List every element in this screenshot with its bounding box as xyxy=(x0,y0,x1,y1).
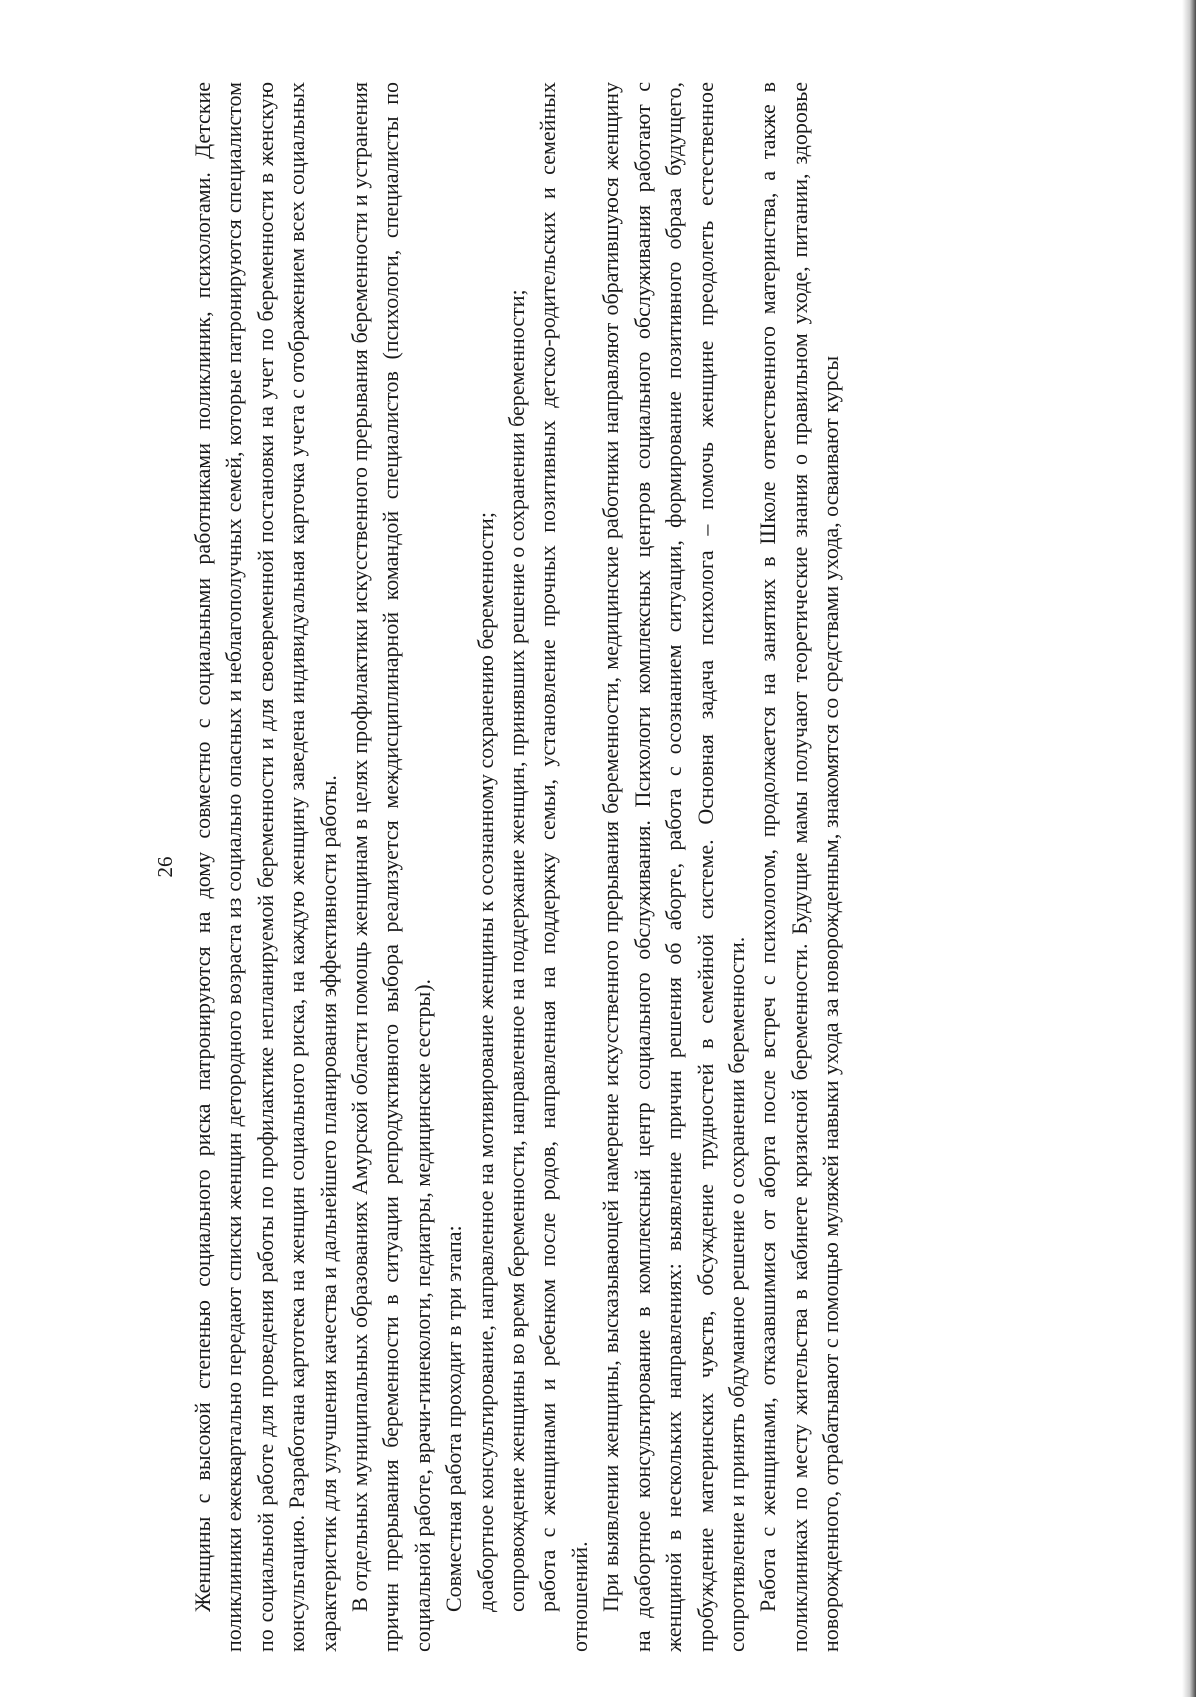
paragraph: Женщины с высокой степенью социального риска патронируются на дому совместно с социальными работниками поликлиник, психологами. Детские поликлиники ежеквартально передают списки женщин детородного возраста из социально опасных и неблагополучных семей, которые патронируются специалистом по социальной работе для проведения работы по профилактике непланируемой беременности и для своевременной постановки на учет по беременности в женскую консультацию. Разработана картотека на женщин социального риска, на каждую женщину заведена индивидуальная карточка учета с отображением всех социальных характеристик для улучшения качества и дальнейшего планирования эффективности работы. xyxy=(190,82,341,1652)
paragraph: При выявлении женщины, высказывающей намерение искусственного прерывания беременности, медицинские работники направляют обратившуюся женщину на доабортное консультирование в комплексный центр социального обслуживания. Психологи комплексных центров социального обслуживания работают с женщиной в нескольких направлениях: выявление причин решения об аборте, работа с осознанием ситуации, формирование позитивного образа будущего, пробуждение материнских чувств, обсуждение трудностей в семейной системе. Основная задача психолога – помочь женщине преодолеть естественное сопротивление и принять обдуманное решение о сохранении беременности. xyxy=(598,82,749,1652)
body-text xyxy=(187,82,847,1652)
paragraph: В отдельных муниципальных образованиях Амурской области помощь женщинам в целях профилактики искусственного прерывания беременности и устранения причин прерывания беременности в ситуации репродуктивного выбора реализуется междисциплинарной командой специалистов (психологи, специалисты по социальной работе, врачи-гинекологи, педиатры, медицинские сестры). xyxy=(347,82,435,1652)
list-item: работа с женщинами и ребенком после родов, направленная на поддержку семьи, установление прочных позитивных детско-родительских и семейных отношений. xyxy=(535,82,592,1652)
list-item: доабортное консультирование, направленное на мотивирование женщины к осознанному сохранению беременности; xyxy=(472,512,498,1612)
rotated-page-content xyxy=(149,82,1200,1652)
page-number: 26 xyxy=(153,856,177,878)
list-item: сопровождение женщины во время беременности, направленное на поддержание женщин, принявших решение о сохранении беременности; xyxy=(504,289,530,1612)
paragraph: Совместная работа проходит в три этапа: xyxy=(441,1225,467,1612)
paragraph: Работа с женщинами, отказавшимися от аборта после встреч с психологом, продолжается на занятиях в Школе ответственного материнства, а также в поликлиниках по месту жительства в кабинете кризисной беременности. Будущие мамы получают теоретические знания о правильном уходе, питании, здоровье новорожденного, отрабатывают с помощью муляжей навыки ухода за новорожденным, знакомятся со средствами ухода, осваивают курсы xyxy=(755,82,844,1652)
